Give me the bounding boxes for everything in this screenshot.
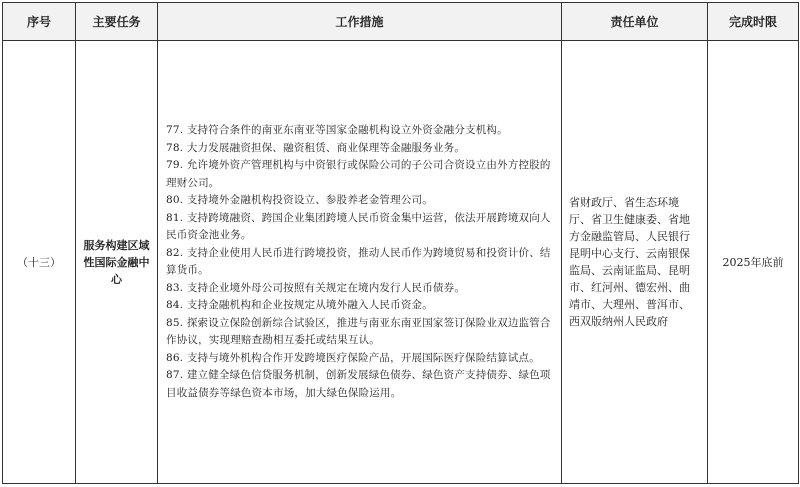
measure-item: 85. 探索设立保险创新综合试验区，推进与南亚东南亚国家签订保险业双边监管合作协议，实现理赔查勘相互委托或结果互认。 <box>166 316 551 346</box>
measure-item: 83. 支持企业境外母公司按照有关规定在境内发行人民币债券。 <box>166 281 466 294</box>
measure-item: 84. 支持金融机构和企业按规定从境外融入人民币资金。 <box>166 299 433 311</box>
measure-item: 82. 支持企业使用人民币进行跨境投资，推动人民币作为跨境贸易和投资计价、结算货币。 <box>166 246 551 276</box>
main-task: 服务构建区域性国际金融中心 <box>76 41 158 484</box>
measure-item: 78. 大力发展融资担保、融资租赁、商业保理等金融服务业务。 <box>166 141 466 154</box>
task-table <box>2 2 799 484</box>
measure-item: 86. 支持与境外机构合作开发跨境医疗保险产品，开展国际医疗保险结算试点。 <box>166 351 540 364</box>
measure-item: 77. 支持符合条件的南亚东南亚等国家金融机构设立外资金融分支机构。 <box>166 124 508 136</box>
deadline: 2025年底前 <box>708 41 799 484</box>
table-row <box>3 41 799 484</box>
measure-item: 80. 支持境外金融机构投资设立、参股养老金管理公司。 <box>166 194 433 206</box>
measure-item: 81. 支持跨境融资、跨国企业集团跨境人民币资金集中运营，依法开展跨境双向人民币资金池业务。 <box>166 211 551 241</box>
header-measures: 工作措施 <box>158 3 562 41</box>
work-measures <box>158 41 562 484</box>
header-no: 序号 <box>3 3 76 41</box>
header-responsible: 责任单位 <box>562 3 708 41</box>
responsible-units: 省财政厅、省生态环境厅、省卫生健康委、省地方金融监管局、人民银行昆明中心支行、云南银保监局、云南证监局、昆明市、红河州、德宏州、曲靖市、大理州、普洱市、西双版纳州人民政府 <box>562 41 708 484</box>
table-header-row <box>3 3 799 41</box>
header-task: 主要任务 <box>76 3 158 41</box>
row-number: （十三） <box>3 41 76 484</box>
measure-item: 87. 建立健全绿色信贷服务机制，创新发展绿色债券、绿色资产支持债券、绿色项目收益债券等绿色资本市场，加大绿色保险运用。 <box>166 369 551 399</box>
measure-item: 79. 允许境外资产管理机构与中资银行或保险公司的子公司合资设立由外方控股的理财公司。 <box>166 159 551 189</box>
header-deadline: 完成时限 <box>708 3 799 41</box>
